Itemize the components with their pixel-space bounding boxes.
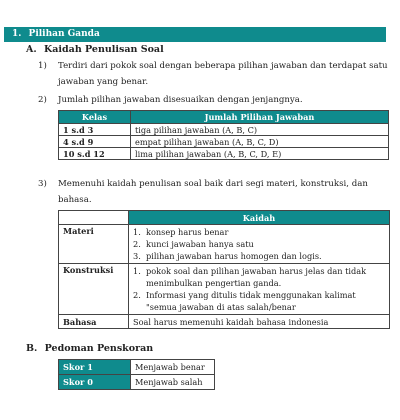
kelas-cell: 4 s.d 9 bbox=[59, 136, 131, 148]
header-jumlah-pilihan: Jumlah Pilihan Jawaban bbox=[131, 111, 389, 124]
section-header bbox=[4, 27, 386, 42]
part-b-label: B. bbox=[26, 343, 38, 354]
rule-item-2-text: Jumlah pilihan jawaban disesuaikan dengan jenjangnya. bbox=[58, 95, 303, 105]
rule-item-2 bbox=[38, 93, 390, 107]
score-description: Menjawab benar bbox=[131, 360, 215, 375]
table-row bbox=[59, 124, 389, 136]
scoring-table bbox=[58, 359, 215, 390]
list-item: 1. konsep harus benar bbox=[133, 227, 229, 237]
rule-item-3-line1: Memenuhi kaidah penulisan soal baik dari segi materi, konstruksi, dan bbox=[58, 179, 368, 189]
rule-item-2-number: 2) bbox=[38, 95, 47, 105]
materi-cell bbox=[129, 225, 390, 264]
rule-item-3-number: 3) bbox=[38, 179, 47, 189]
list-item: 2. Informasi yang ditulis tidak menggunakan kalimat "semua jawaban di atas salah/benar bbox=[133, 290, 356, 312]
header-kelas: Kelas bbox=[59, 111, 131, 124]
list-item: 1. pokok soal dan pilihan jawaban harus jelas dan tidak menimbulkan pengertian ganda. bbox=[133, 266, 367, 288]
kaidah-table bbox=[58, 210, 390, 329]
part-a-title: Kaidah Penulisan Soal bbox=[44, 44, 164, 55]
konstruksi-cell bbox=[129, 264, 390, 315]
kelas-cell: 1 s.d 3 bbox=[59, 124, 131, 136]
answer-options-header-row bbox=[59, 111, 389, 124]
rule-item-1-line2: jawaban yang benar. bbox=[58, 77, 149, 87]
rule-item-3-line2: bahasa. bbox=[58, 195, 92, 205]
answer-options-table bbox=[58, 110, 389, 160]
konstruksi-label: Konstruksi bbox=[59, 264, 129, 315]
jumlah-cell: lima pilihan jawaban (A, B, C, D, E) bbox=[131, 148, 389, 160]
table-row bbox=[59, 375, 215, 390]
jumlah-cell: empat pilihan jawaban (A, B, C, D) bbox=[131, 136, 389, 148]
table-row bbox=[59, 315, 390, 329]
section-number: 1. bbox=[12, 29, 22, 39]
part-a-label: A. bbox=[26, 44, 37, 55]
bahasa-cell: Soal harus memenuhi kaidah bahasa indonesia bbox=[129, 315, 390, 329]
kaidah-header-empty bbox=[59, 211, 129, 225]
rule-item-1-line1: Terdiri dari pokok soal dengan beberapa pilihan jawaban dan terdapat satu bbox=[58, 61, 388, 71]
rule-item-1-number: 1) bbox=[38, 61, 47, 71]
materi-label: Materi bbox=[59, 225, 129, 264]
part-a-heading bbox=[26, 44, 164, 56]
score-label: Skor 1 bbox=[59, 360, 131, 375]
table-row bbox=[59, 225, 390, 264]
kaidah-header-row bbox=[59, 211, 390, 225]
list-item: 2. kunci jawaban hanya satu bbox=[133, 239, 254, 249]
jumlah-cell: tiga pilihan jawaban (A, B, C) bbox=[131, 124, 389, 136]
kelas-cell: 10 s.d 12 bbox=[59, 148, 131, 160]
part-b-heading bbox=[26, 343, 153, 355]
part-b-title: Pedoman Penskoran bbox=[44, 343, 154, 354]
table-row bbox=[59, 264, 390, 315]
list-item: 3. pilihan jawaban harus homogen dan logis. bbox=[133, 251, 322, 261]
section-title: Pilihan Ganda bbox=[28, 29, 100, 39]
bahasa-label: Bahasa bbox=[59, 315, 129, 329]
score-description: Menjawab salah bbox=[131, 375, 215, 390]
table-row bbox=[59, 360, 215, 375]
rule-item-1 bbox=[38, 59, 390, 89]
score-label: Skor 0 bbox=[59, 375, 131, 390]
table-row bbox=[59, 136, 389, 148]
table-row bbox=[59, 148, 389, 160]
rule-item-3 bbox=[38, 177, 390, 207]
kaidah-header: Kaidah bbox=[129, 211, 390, 225]
